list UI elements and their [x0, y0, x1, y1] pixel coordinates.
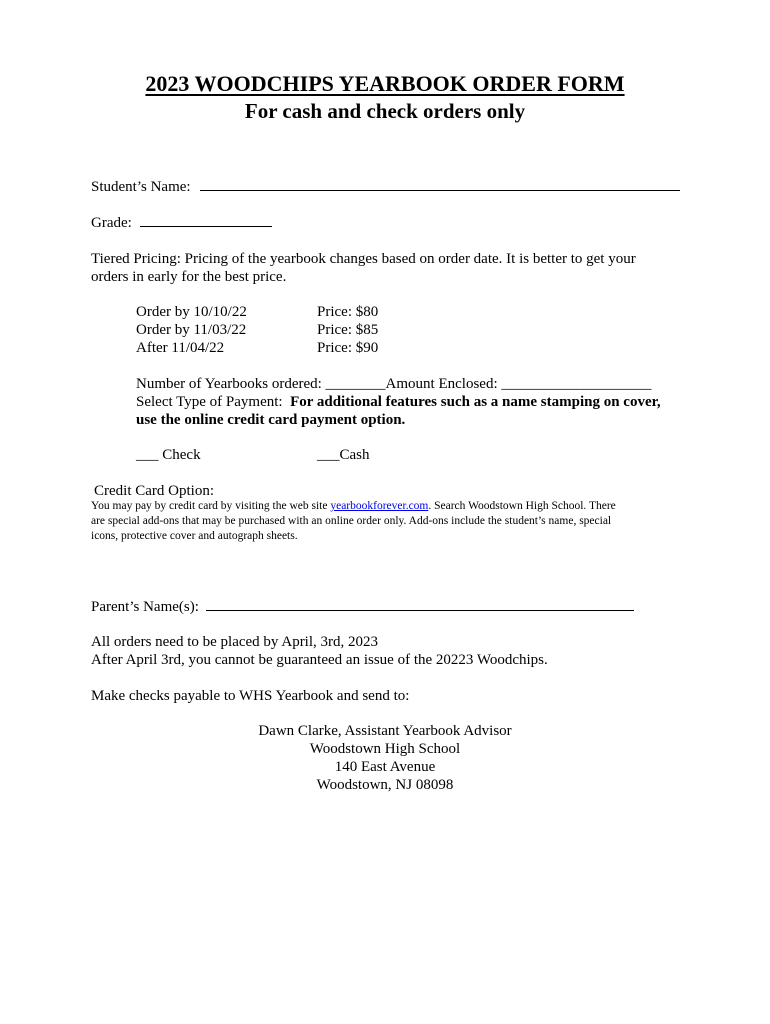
payment-note-line2: use the online credit card payment option. [136, 412, 406, 428]
payment-type-label: Select Type of Payment: [136, 394, 283, 410]
tier-price: Price: $80 [317, 304, 379, 320]
page-subtitle: For cash and check orders only [244, 99, 526, 123]
address-line3: 140 East Avenue [334, 759, 436, 775]
pricing-intro-line2: orders in early for the best price. [91, 269, 287, 285]
credit-card-line1 [91, 498, 616, 514]
payable-text: Make checks payable to WHS Yearbook and send to: [91, 688, 410, 704]
credit-card-line2: are special add-ons that may be purchased with an online order only. Add-ons include the student’s name, special [91, 515, 612, 527]
tier-date: Order by 10/10/22 [136, 304, 247, 320]
deadline-line2: After April 3rd, you cannot be guaranteed an issue of the 20223 Woodchips. [91, 652, 548, 668]
tier-date: After 11/04/22 [136, 340, 225, 356]
pricing-intro-line1: Tiered Pricing: Pricing of the yearbook changes based on order date. It is better to get your [91, 251, 636, 267]
grade-field[interactable] [140, 226, 272, 227]
yearbookforever-link[interactable]: yearbookforever.com [330, 500, 429, 512]
check-option[interactable]: ___ Check [136, 447, 201, 463]
page-title: 2023 WOODCHIPS YEARBOOK ORDER FORM [145, 71, 625, 96]
parent-name-field[interactable] [206, 610, 634, 611]
address-line1: Dawn Clarke, Assistant Yearbook Advisor [258, 723, 512, 739]
credit-card-line3: icons, protective cover and autograph sheets. [91, 530, 298, 542]
payment-type-line [136, 393, 661, 411]
credit-card-text-before: You may pay by credit card by visiting the web site [91, 500, 331, 512]
parent-name-label: Parent’s Name(s): [91, 599, 199, 615]
deadline-line1: All orders need to be placed by April, 3rd, 2023 [91, 634, 379, 650]
student-name-label: Student’s Name: [91, 179, 191, 195]
number-and-amount-fields[interactable]: Number of Yearbooks ordered: ________Amount Enclosed: ____________________ [136, 376, 652, 392]
credit-card-text-after: . Search Woodstown High School. There [428, 500, 616, 512]
tier-date: Order by 11/03/22 [136, 322, 247, 338]
tier-price: Price: $90 [317, 340, 379, 356]
payment-note: For additional features such as a name stamping on cover, [290, 394, 661, 410]
address-line2: Woodstown High School [309, 741, 461, 757]
tier-price: Price: $85 [317, 322, 379, 338]
grade-label: Grade: [91, 215, 132, 231]
address-line4: Woodstown, NJ 08098 [316, 777, 454, 793]
cash-option[interactable]: ___Cash [317, 447, 370, 463]
credit-card-heading: Credit Card Option: [94, 483, 214, 499]
student-name-field[interactable] [200, 190, 680, 191]
